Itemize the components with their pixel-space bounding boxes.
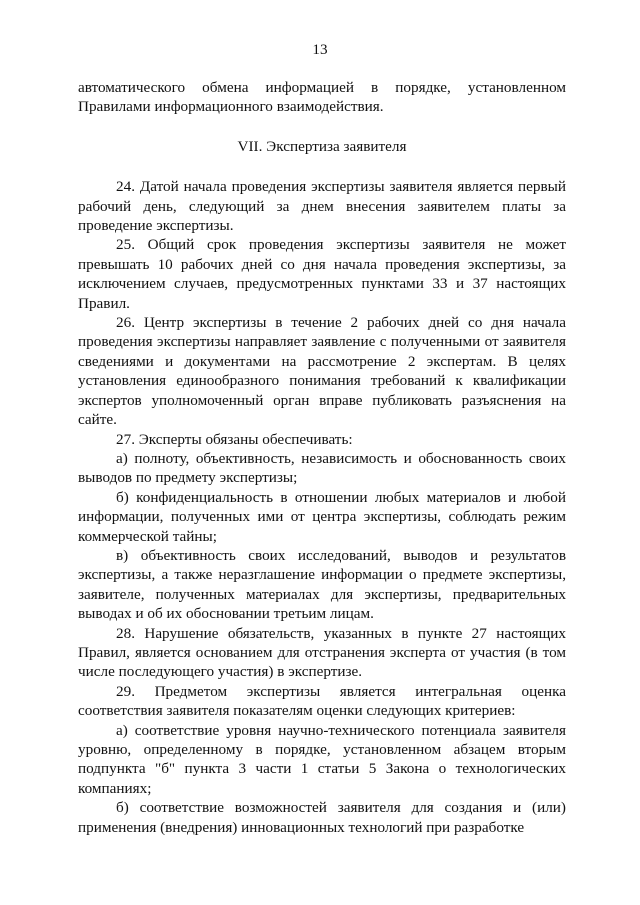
intro-paragraph: автоматического обмена информацией в порядке, установленном Правилами информационного взаимодействия. xyxy=(78,79,566,116)
paragraph-24: 24. Датой начала проведения экспертизы заявителя является первый рабочий день, следующий за днем внесения заявителем платы за проведение экспертизы. xyxy=(78,178,566,235)
document-body xyxy=(78,78,566,837)
paragraph-27: 27. Эксперты обязаны обеспечивать: xyxy=(116,430,353,448)
paragraph-29-b: б) соответствие возможностей заявителя для создания и (или) применения (внедрения) инновационных технологий при разработке xyxy=(78,799,566,836)
paragraph-25: 25. Общий срок проведения экспертизы заявителя не может превышать 10 рабочих дней со дня начала проведения экспертизы, за исключением случаев, предусмотренных пунктами 33 и 37 настоящих Правил. xyxy=(78,236,566,312)
paragraph-27-v: в) объективность своих исследований, выводов и результатов экспертизы, а также неразглашение информации о предмете экспертизы, заявителе, полученных материалах для экспертизы, предварительных выводах и об их обосновании третьим лицам. xyxy=(78,546,566,623)
paragraph-29-a: а) соответствие уровня научно-технического потенциала заявителя уровню, определенному в порядке, установленном абзацем вторым подпункта "б" пункта 3 части 1 статьи 5 Закона о технологических компаниях; xyxy=(78,721,566,797)
section-heading: VII. Экспертиза заявителя xyxy=(237,137,407,155)
paragraph-29: 29. Предметом экспертизы является интегральная оценка соответствия заявителя показателям оценки следующих критериев: xyxy=(78,682,566,720)
paragraph-27-b: б) конфиденциальность в отношении любых материалов и любой информации, полученных ими от центра экспертизы, соблюдать режим коммерческой тайны; xyxy=(78,488,566,545)
paragraph-26: 26. Центр экспертизы в течение 2 рабочих дней со дня начала проведения экспертизы направляет заявление с полученными от заявителя сведениями и документами на рассмотрение 2 экспертам. В целях установления единообразного понимания требований к квалификации экспертов уполномоченный орган вправе публиковать разъяснения на сайте. xyxy=(78,314,566,429)
page-number: 13 xyxy=(312,41,328,58)
paragraph-28: 28. Нарушение обязательств, указанных в пункте 27 настоящих Правил, является основанием для отстранения эксперта от участия (в том числе последующего участия) в экспертизе. xyxy=(78,624,566,681)
paragraph-27-a: а) полноту, объективность, независимость и обоснованность своих выводов по предмету экспертизы; xyxy=(78,449,566,487)
